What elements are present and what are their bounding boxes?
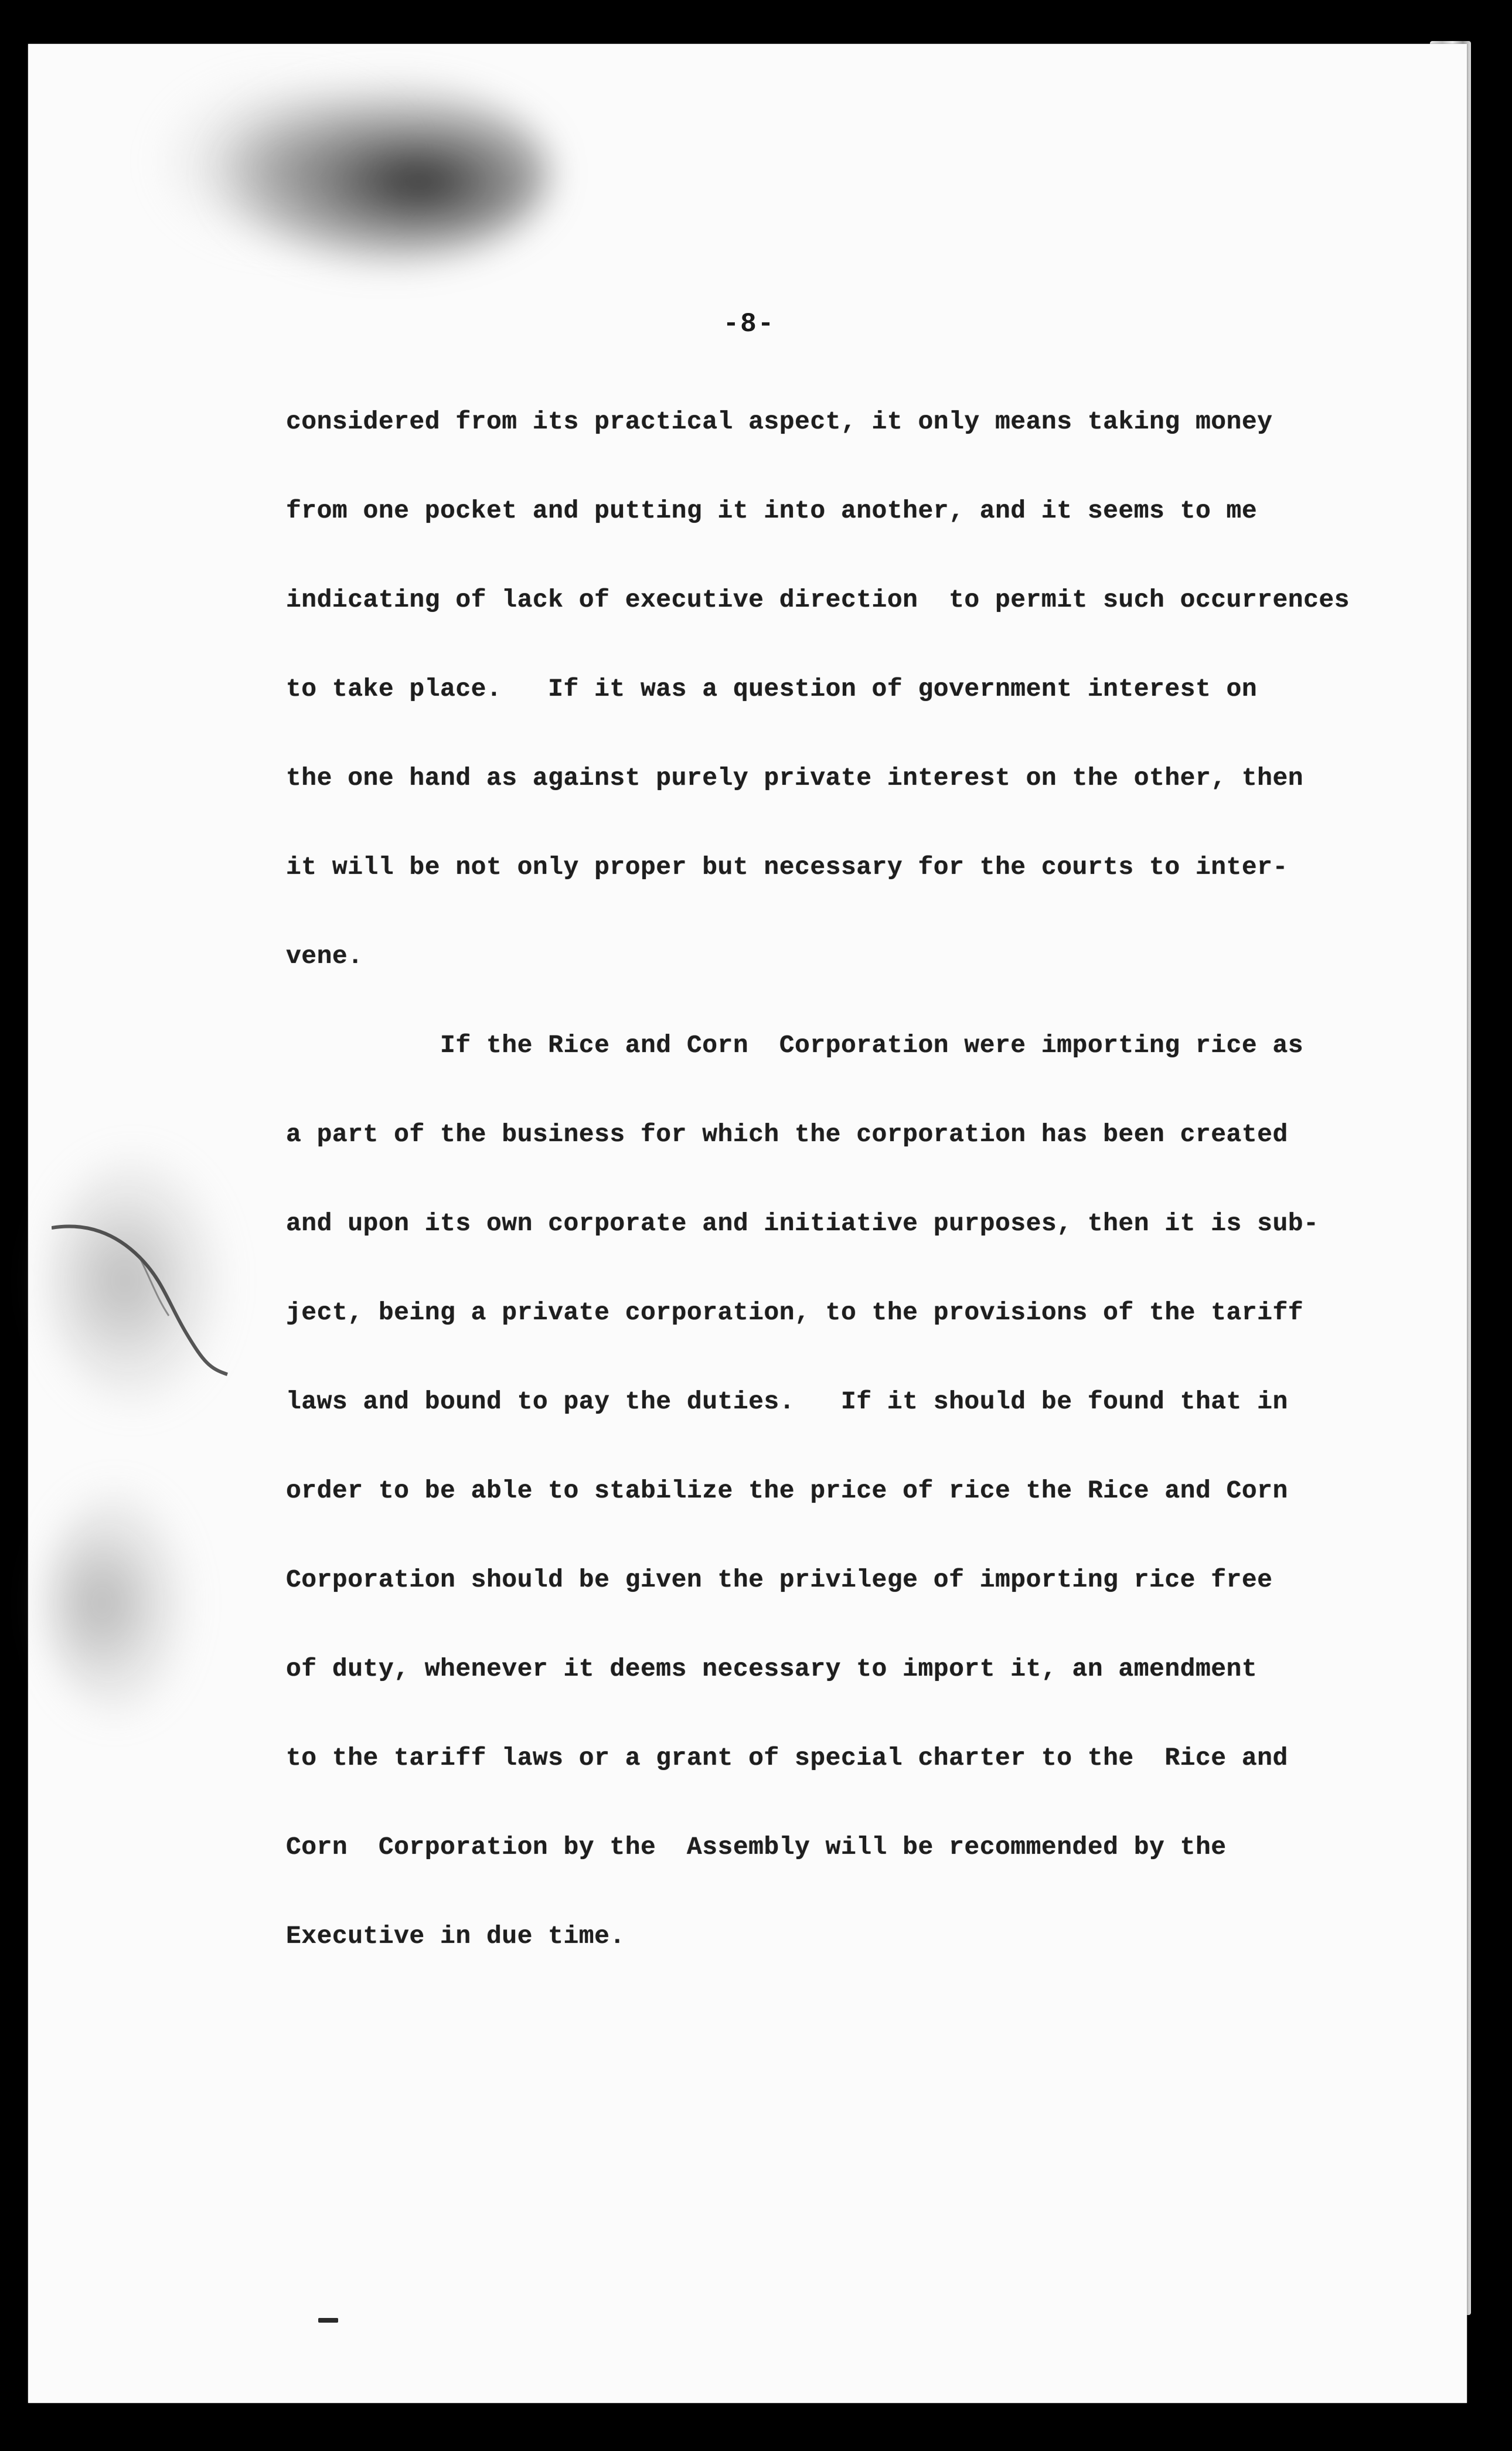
text-line: of duty, whenever it deems necessary to import it, an amendment xyxy=(286,1655,1258,1683)
text-line: order to be able to stabilize the price of rice the Rice and Corn xyxy=(286,1476,1288,1505)
text-line: considered from its practical aspect, it only means taking money xyxy=(286,407,1273,436)
document-page xyxy=(28,44,1467,2403)
page-number: -8- xyxy=(723,309,775,339)
margin-mark xyxy=(318,2318,338,2323)
text-line: the one hand as against purely private interest on the other, then xyxy=(286,764,1304,792)
text-line: indicating of lack of executive direction to permit such occurrences xyxy=(286,585,1350,614)
text-line: Executive in due time. xyxy=(286,1922,625,1950)
text-line: it will be not only proper but necessary for the courts to inter- xyxy=(286,853,1288,881)
text-line: Corporation should be given the privilege of importing rice free xyxy=(286,1565,1273,1594)
text-line: laws and bound to pay the duties. If it should be found that in xyxy=(286,1387,1288,1416)
text-line: to the tariff laws or a grant of special charter to the Rice and xyxy=(286,1744,1288,1772)
text-line: Corn Corporation by the Assembly will be recommended by the xyxy=(286,1833,1227,1861)
text-line: ject, being a private corporation, to the provisions of the tariff xyxy=(286,1298,1304,1327)
text-line: and upon its own corporate and initiative purposes, then it is sub- xyxy=(286,1209,1319,1238)
ink-smudge xyxy=(222,85,550,261)
stain-mark xyxy=(46,1492,186,1714)
text-line: from one pocket and putting it into another, and it seems to me xyxy=(286,496,1258,525)
text-line: a part of the business for which the corporation has been created xyxy=(286,1120,1288,1149)
text-line: vene. xyxy=(286,942,363,971)
text-line: to take place. If it was a question of government interest on xyxy=(286,675,1258,703)
text-line: If the Rice and Corn Corporation were importing rice as xyxy=(286,1031,1304,1060)
paper-tear-mark xyxy=(52,1216,239,1404)
ink-smudge xyxy=(163,79,409,243)
